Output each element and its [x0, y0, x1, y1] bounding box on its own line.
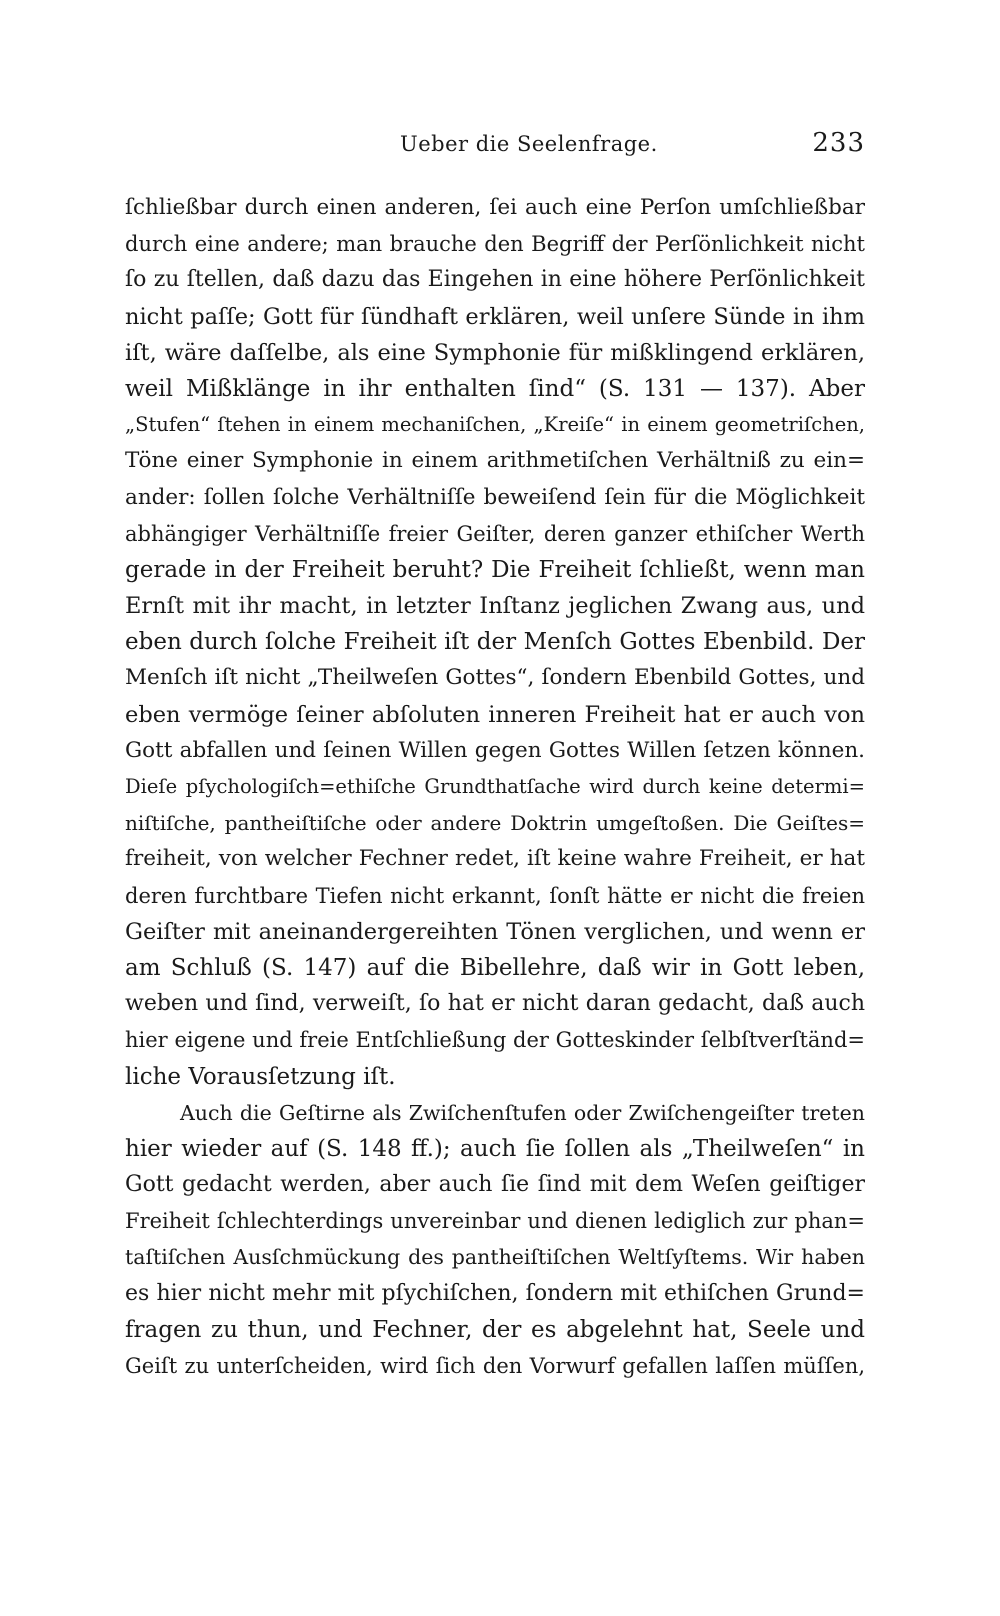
text-line: gerade in der Freiheit beruht? Die Freiheit ſchließt, wenn man: [125, 556, 865, 583]
text-line: taſtiſchen Ausſchmückung des pantheiſtiſchen Weltſyſtems. Wir haben: [125, 1245, 865, 1270]
text-line: es hier nicht mehr mit pſychiſchen, ſondern mit ethiſchen Grund=: [125, 1280, 865, 1306]
page-number: 233: [812, 128, 865, 158]
text-line: durch eine andere; man brauche den Begriff der Perſönlichkeit nicht: [125, 232, 865, 257]
text-line: hier wieder auf (S. 148 ff.); auch ſie ſollen als „Theilweſen“ in: [125, 1135, 865, 1162]
text-line: deren furchtbare Tiefen nicht erkannt, ſonſt hätte er nicht die freien: [125, 883, 865, 908]
text-line: liche Vorausſetzung iſt.: [125, 1063, 396, 1090]
text-line: fragen zu thun, und Fechner, der es abgelehnt hat, Seele und: [125, 1316, 865, 1343]
text-line: ſchließbar durch einen anderen, ſei auch eine Perſon umſchließbar: [125, 195, 865, 220]
text-line: Geiſt zu unterſcheiden, wird ſich den Vorwurf gefallen laſſen müſſen,: [125, 1354, 865, 1378]
text-line: eben vermöge ſeiner abſoluten inneren Freiheit hat er auch von: [125, 701, 865, 728]
paragraph-1: [125, 190, 865, 1095]
text-line: Ernſt mit ihr macht, in letzter Inſtanz jeglichen Zwang aus, und: [125, 593, 865, 620]
text-line: „Stufen“ ſtehen in einem mechaniſchen, „Kreiſe“ in einem geometriſchen,: [125, 413, 865, 437]
text-line: abhängiger Verhältniſſe freier Geiſter, deren ganzer ethiſcher Werth: [125, 521, 865, 546]
body-text: [125, 190, 865, 1384]
text-line: ſo zu ſtellen, daß dazu das Eingehen in eine höhere Perſönlichkeit: [125, 267, 865, 293]
text-line: nicht paſſe; Gott für ſündhaft erklären, weil unſere Sünde in ihm: [125, 303, 865, 330]
text-line: Auch die Geſtirne als Zwiſchenſtufen oder Zwiſchengeiſter treten: [180, 1100, 865, 1125]
text-line: Gott abfallen und ſeinen Willen gegen Gottes Willen ſetzen können.: [125, 737, 865, 763]
text-line: weben und ſind, verweiſt, ſo hat er nicht daran gedacht, daß auch: [125, 991, 865, 1017]
text-line: eben durch ſolche Freiheit iſt der Menſch Gottes Ebenbild. Der: [125, 629, 865, 656]
running-head: [125, 128, 865, 168]
text-line: Menſch iſt nicht „Theilweſen Gottes“, ſondern Ebenbild Gottes, und: [125, 665, 865, 691]
text-line: Freiheit ſchlechterdings unvereinbar und dienen lediglich zur phan=: [125, 1209, 865, 1234]
text-line: iſt, wäre daſſelbe, als eine Symphonie für mißklingend erklären,: [125, 339, 865, 366]
text-line: hier eigene und freie Entſchließung der Gotteskinder ſelbſtverſtänd=: [125, 1028, 865, 1053]
text-line: Geiſter mit aneinandergereihten Tönen verglichen, und wenn er: [125, 918, 865, 945]
running-title: Ueber die Seelenfrage.: [400, 132, 658, 156]
text-line: Töne einer Symphonie in einem arithmetiſchen Verhältniß zu ein=: [125, 448, 865, 474]
text-line: freiheit, von welcher Fechner redet, iſt keine wahre Freiheit, er hat: [125, 846, 865, 872]
text-line: ander: ſollen ſolche Verhältniſſe beweiſend ſein für die Möglichkeit: [125, 484, 865, 510]
paragraph-2: [125, 1095, 865, 1385]
text-line: weil Mißklänge in ihr enthalten ſind“ (S. 131 — 137). Aber: [125, 375, 865, 402]
text-line: Dieſe pſychologiſch=ethiſche Grundthatſache wird durch keine determi=: [125, 775, 865, 798]
text-line: niſtiſche, pantheiſtiſche oder andere Doktrin umgeſtoßen. Die Geiſtes=: [125, 811, 865, 836]
text-line: am Schluß (S. 147) auf die Bibellehre, daß wir in Gott leben,: [125, 954, 865, 981]
text-line: Gott gedacht werden, aber auch ſie ſind mit dem Weſen geiſtiger: [125, 1172, 865, 1198]
